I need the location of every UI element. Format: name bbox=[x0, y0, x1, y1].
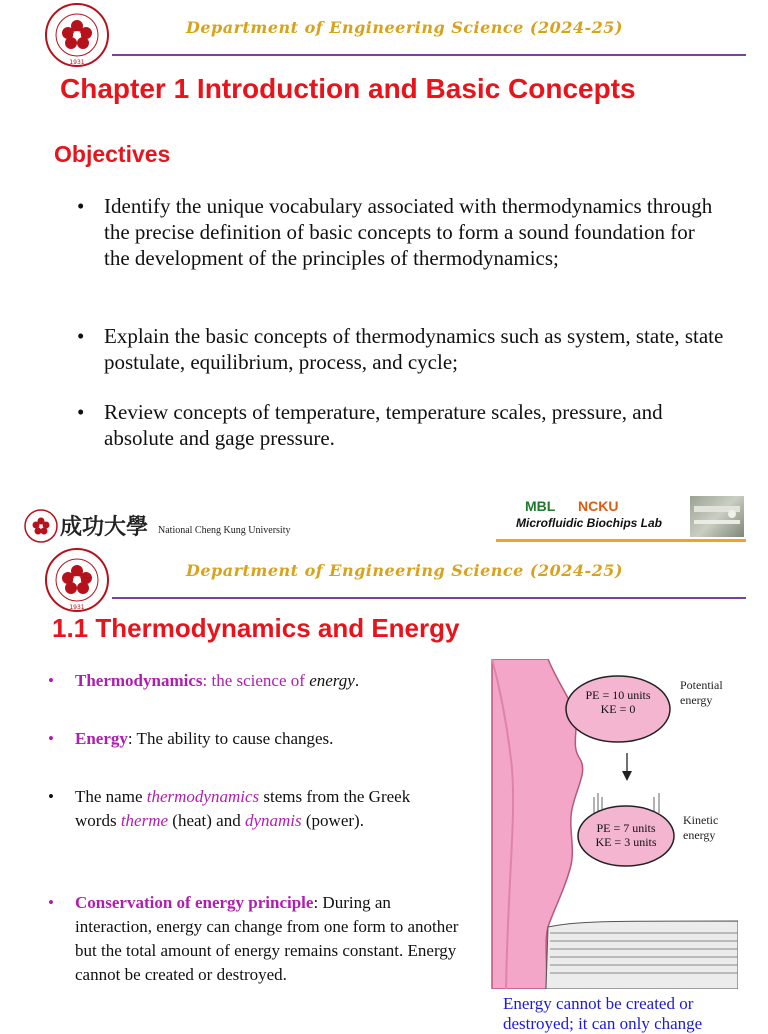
slide-footer bbox=[0, 495, 768, 547]
figure-caption: Energy cannot be created or destroyed; it can only change bbox=[503, 994, 703, 1033]
bullet-icon: • bbox=[77, 400, 85, 424]
section-title: 1.1 Thermodynamics and Energy bbox=[52, 613, 460, 643]
label-potential-energy: Potential energy bbox=[680, 678, 723, 707]
list-item: • Review concepts of temperature, temperature scales, pressure, and absolute and gage pressure. bbox=[77, 400, 663, 450]
rock-top-values: PE = 10 units KE = 0 bbox=[585, 688, 651, 716]
list-item: • The name thermodynamics stems from the Greek words therme (heat) and dynamis (power). bbox=[48, 787, 411, 830]
list-item: • Conservation of energy principle: During an interaction, energy can change from one form to another but the total amount of energy remains constant. Energy cannot be created or destroyed. bbox=[48, 893, 459, 984]
bullet-icon: • bbox=[48, 893, 54, 912]
lab-logo bbox=[496, 495, 746, 543]
header-rule bbox=[112, 597, 746, 599]
list-item: • Identify the unique vocabulary associated with thermodynamics through the precise definition of basic concepts to form a sound foundation for the development of the principles of thermodynamics; bbox=[77, 194, 713, 270]
bullet-icon: • bbox=[77, 324, 85, 348]
objectives-heading: Objectives bbox=[54, 141, 171, 167]
objectives-list bbox=[77, 193, 744, 463]
bullet-icon: • bbox=[48, 729, 54, 748]
slide-1 bbox=[0, 0, 768, 495]
list-item: • Energy: The ability to cause changes. bbox=[75, 727, 455, 751]
lab-ncku: NCKU bbox=[578, 498, 619, 514]
svg-text:1931: 1931 bbox=[69, 604, 85, 611]
university-chinese-name: 成功大學 bbox=[60, 514, 149, 540]
department-header: Department of Engineering Science (2024-25) bbox=[186, 18, 623, 37]
bullet-icon: • bbox=[77, 194, 85, 218]
department-header: Department of Engineering Science (2024-25) bbox=[186, 561, 623, 580]
energy-figure bbox=[490, 659, 738, 989]
biochip-image bbox=[690, 496, 744, 537]
list-item: • Explain the basic concepts of thermodynamics such as system, state, state postulate, equilibrium, process, and cycle; bbox=[77, 324, 724, 374]
slide-2 bbox=[0, 547, 768, 1033]
rock-bottom-values: PE = 7 units KE = 3 units bbox=[595, 821, 657, 849]
ncku-footer-seal-icon bbox=[24, 509, 58, 543]
ncku-seal-logo bbox=[44, 547, 110, 613]
lab-mbl: MBL bbox=[525, 498, 556, 514]
university-name: National Cheng Kung University bbox=[158, 525, 291, 536]
list-item: • Thermodynamics: the science of energy. bbox=[75, 669, 455, 693]
lab-name: Microfluidic Biochips Lab bbox=[516, 516, 663, 530]
bullet-icon: • bbox=[48, 787, 54, 806]
chapter-title: Chapter 1 Introduction and Basic Concepts bbox=[60, 73, 636, 104]
svg-text:1931: 1931 bbox=[69, 59, 85, 66]
label-kinetic-energy: Kinetic energy bbox=[683, 813, 719, 842]
header-rule bbox=[112, 54, 746, 56]
bullet-icon: • bbox=[48, 671, 54, 690]
ncku-seal-logo bbox=[44, 2, 110, 68]
